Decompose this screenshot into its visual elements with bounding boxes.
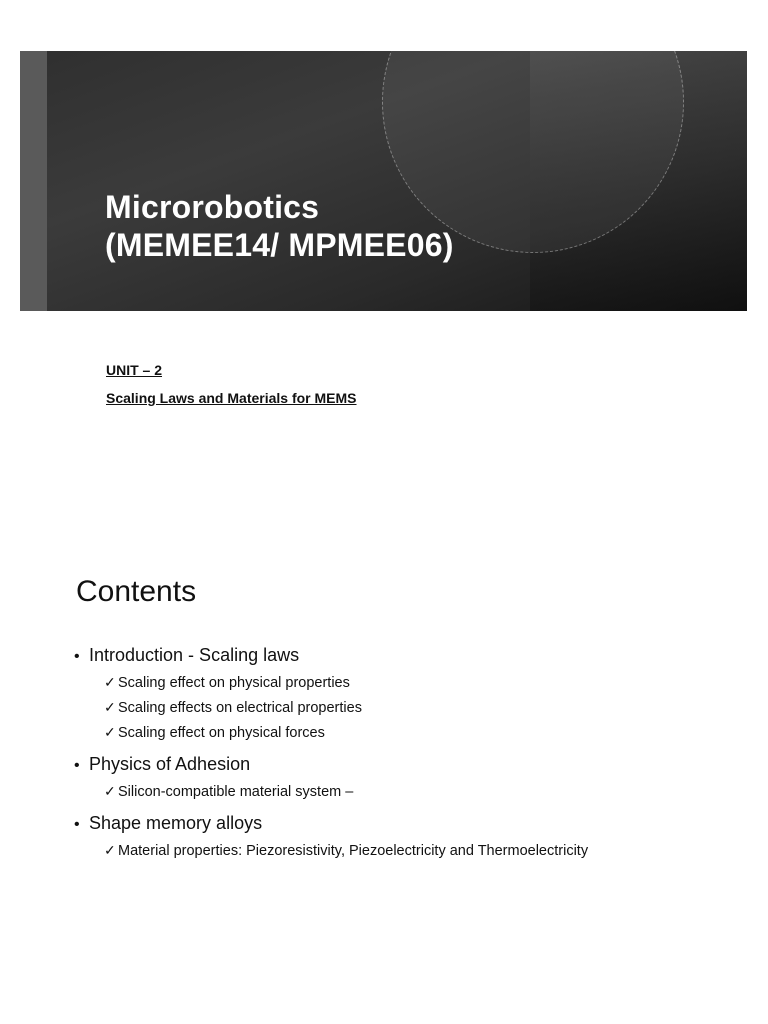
contents-item bbox=[74, 810, 734, 838]
contents-subitem bbox=[104, 720, 734, 745]
contents-subitem-label: Silicon-compatible material system – bbox=[118, 784, 354, 800]
contents-item-label: Physics of Adhesion bbox=[89, 754, 251, 774]
checkmark-icon: ✓ bbox=[104, 783, 116, 799]
slide-title bbox=[105, 188, 454, 264]
contents-subitem bbox=[104, 695, 734, 720]
unit-info bbox=[106, 361, 357, 417]
title-slide-banner bbox=[20, 51, 747, 311]
contents-subitem-label: Scaling effect on physical forces bbox=[118, 725, 325, 741]
title-course-name: Microrobotics bbox=[105, 189, 320, 225]
contents-sublist bbox=[104, 670, 734, 745]
contents-item bbox=[74, 751, 734, 779]
bullet-icon: • bbox=[74, 816, 80, 833]
contents-item-label: Introduction - Scaling laws bbox=[89, 645, 300, 665]
bullet-icon: • bbox=[74, 648, 80, 665]
checkmark-icon: ✓ bbox=[104, 674, 116, 690]
unit-subtitle: Scaling Laws and Materials for MEMS bbox=[106, 390, 357, 406]
title-course-codes: (MEMEE14/ MPMEE06) bbox=[105, 227, 454, 263]
contents-subitem bbox=[104, 670, 734, 695]
contents-subitem-label: Scaling effects on electrical properties bbox=[118, 700, 362, 716]
checkmark-icon: ✓ bbox=[104, 724, 116, 740]
contents-sublist bbox=[104, 779, 734, 804]
banner-side-stripe bbox=[20, 51, 47, 311]
contents-subitem-label: Scaling effect on physical properties bbox=[118, 675, 350, 691]
contents-item-label: Shape memory alloys bbox=[89, 813, 263, 833]
unit-number: UNIT – 2 bbox=[106, 362, 163, 378]
contents-list bbox=[74, 642, 734, 869]
contents-subitem bbox=[104, 779, 734, 804]
bullet-icon: • bbox=[74, 757, 80, 774]
contents-item bbox=[74, 642, 734, 670]
contents-subitem bbox=[104, 838, 734, 863]
contents-subitem-label: Material properties: Piezoresistivity, Piezoelectricity and Thermoelectricity bbox=[118, 843, 589, 859]
contents-heading: Contents bbox=[76, 575, 197, 608]
checkmark-icon: ✓ bbox=[104, 842, 116, 858]
checkmark-icon: ✓ bbox=[104, 699, 116, 715]
contents-sublist bbox=[104, 838, 734, 863]
